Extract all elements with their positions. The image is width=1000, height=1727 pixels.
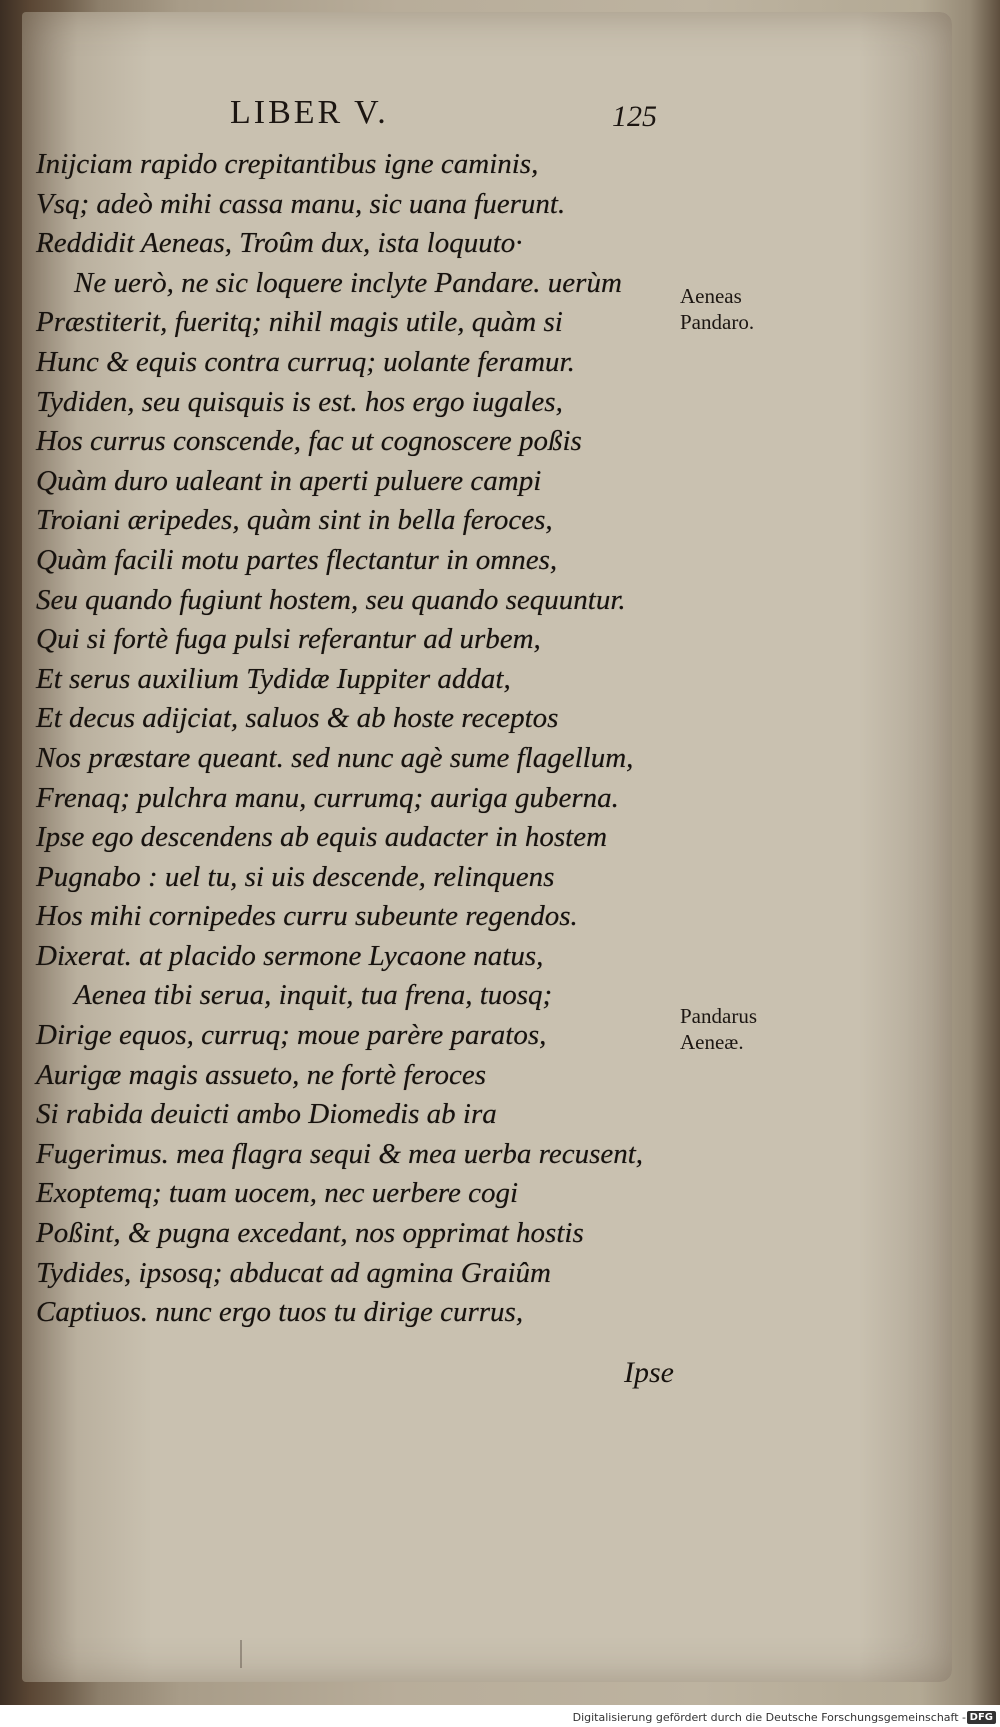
verse-line: Exoptemq; tuam uocem, nec uerbere cogi <box>36 1177 519 1210</box>
verse-line: Quàm duro ualeant in aperti puluere campi <box>36 464 542 497</box>
verse-block <box>36 145 686 1333</box>
catchword: Ipse <box>624 1356 674 1389</box>
verse-line: Dirige equos, curruq; moue parère paratos, <box>36 1019 547 1052</box>
verse-line: Hunc & equis contra curruq; uolante feramur. <box>36 345 575 378</box>
verse-line: Et serus auxilium Tydidæ Iuppiter addat, <box>36 662 511 695</box>
verse-line: Inijciam rapido crepitantibus igne caminis, <box>36 148 539 180</box>
verse-line: Qui si fortè fuga pulsi referantur ad urbem, <box>36 623 541 656</box>
running-head: LIBER V. <box>230 94 389 131</box>
verse-line: Dixerat. at placido sermone Lycaone natus, <box>36 939 544 972</box>
verse-line: Tydiden, seu quisquis is est. hos ergo iugales, <box>36 385 563 418</box>
verse-line: Seu quando fugiunt hostem, seu quando sequuntur. <box>36 583 626 616</box>
funding-credit: Digitalisierung gefördert durch die Deutsche Forschungsgemeinschaft - <box>572 1711 966 1724</box>
verse-line: Præstiterit, fueritq; nihil magis utile, quàm si <box>36 306 563 339</box>
verse-line: Poßint, & pugna excedant, nos opprimat hostis <box>36 1217 584 1250</box>
dfg-logo-icon: DFG <box>967 1711 996 1724</box>
page-blemish <box>240 1640 242 1668</box>
verse-line: Aenea tibi serua, inquit, tua frena, tuosq; <box>74 979 553 1012</box>
verse-line: Captiuos. nunc ergo tuos tu dirige currus, <box>36 1296 524 1329</box>
verse-line: Ipse ego descendens ab equis audacter in hostem <box>36 821 608 854</box>
verse-line: Aurigæ magis assueto, ne fortè feroces <box>36 1058 486 1091</box>
digitization-footer <box>0 1705 1000 1727</box>
verse-line: Quàm facili motu partes flectantur in omnes, <box>36 543 558 576</box>
verse-line: Hos mihi cornipedes curru subeunte regendos. <box>36 900 578 933</box>
verse-line: Si rabida deuicti ambo Diomedis ab ira <box>36 1098 497 1131</box>
verse-line: Troiani æripedes, quàm sint in bella feroces, <box>36 504 553 537</box>
verse-line: Pugnabo : uel tu, si uis descende, relinquens <box>36 860 555 893</box>
verse-line: Tydides, ipsosq; abducat ad agmina Graiûm <box>36 1256 552 1289</box>
page-number: 125 <box>612 100 657 133</box>
verse-line: Nos præstare queant. sed nunc agè sume flagellum, <box>36 741 634 774</box>
verse-line: Fugerimus. mea flagra sequi & mea uerba recusent, <box>36 1137 644 1170</box>
verse-line: Ne uerò, ne sic loquere inclyte Pandare. uerùm <box>74 266 622 299</box>
marginal-note: Pandarus Aeneæ. <box>680 1004 757 1054</box>
marginal-note: Aeneas Pandaro. <box>680 284 755 334</box>
verse-line: Hos currus conscende, fac ut cognoscere poßis <box>36 425 582 458</box>
verse-line: Et decus adijciat, saluos & ab hoste receptos <box>36 702 559 735</box>
verse-line: Reddidit Aeneas, Troûm dux, ista loquuto· <box>36 227 523 260</box>
verse-line: Vsq; adeò mihi cassa manu, sic uana fuerunt. <box>36 187 566 220</box>
verse-line: Frenaq; pulchra manu, currumq; auriga guberna. <box>36 781 619 814</box>
